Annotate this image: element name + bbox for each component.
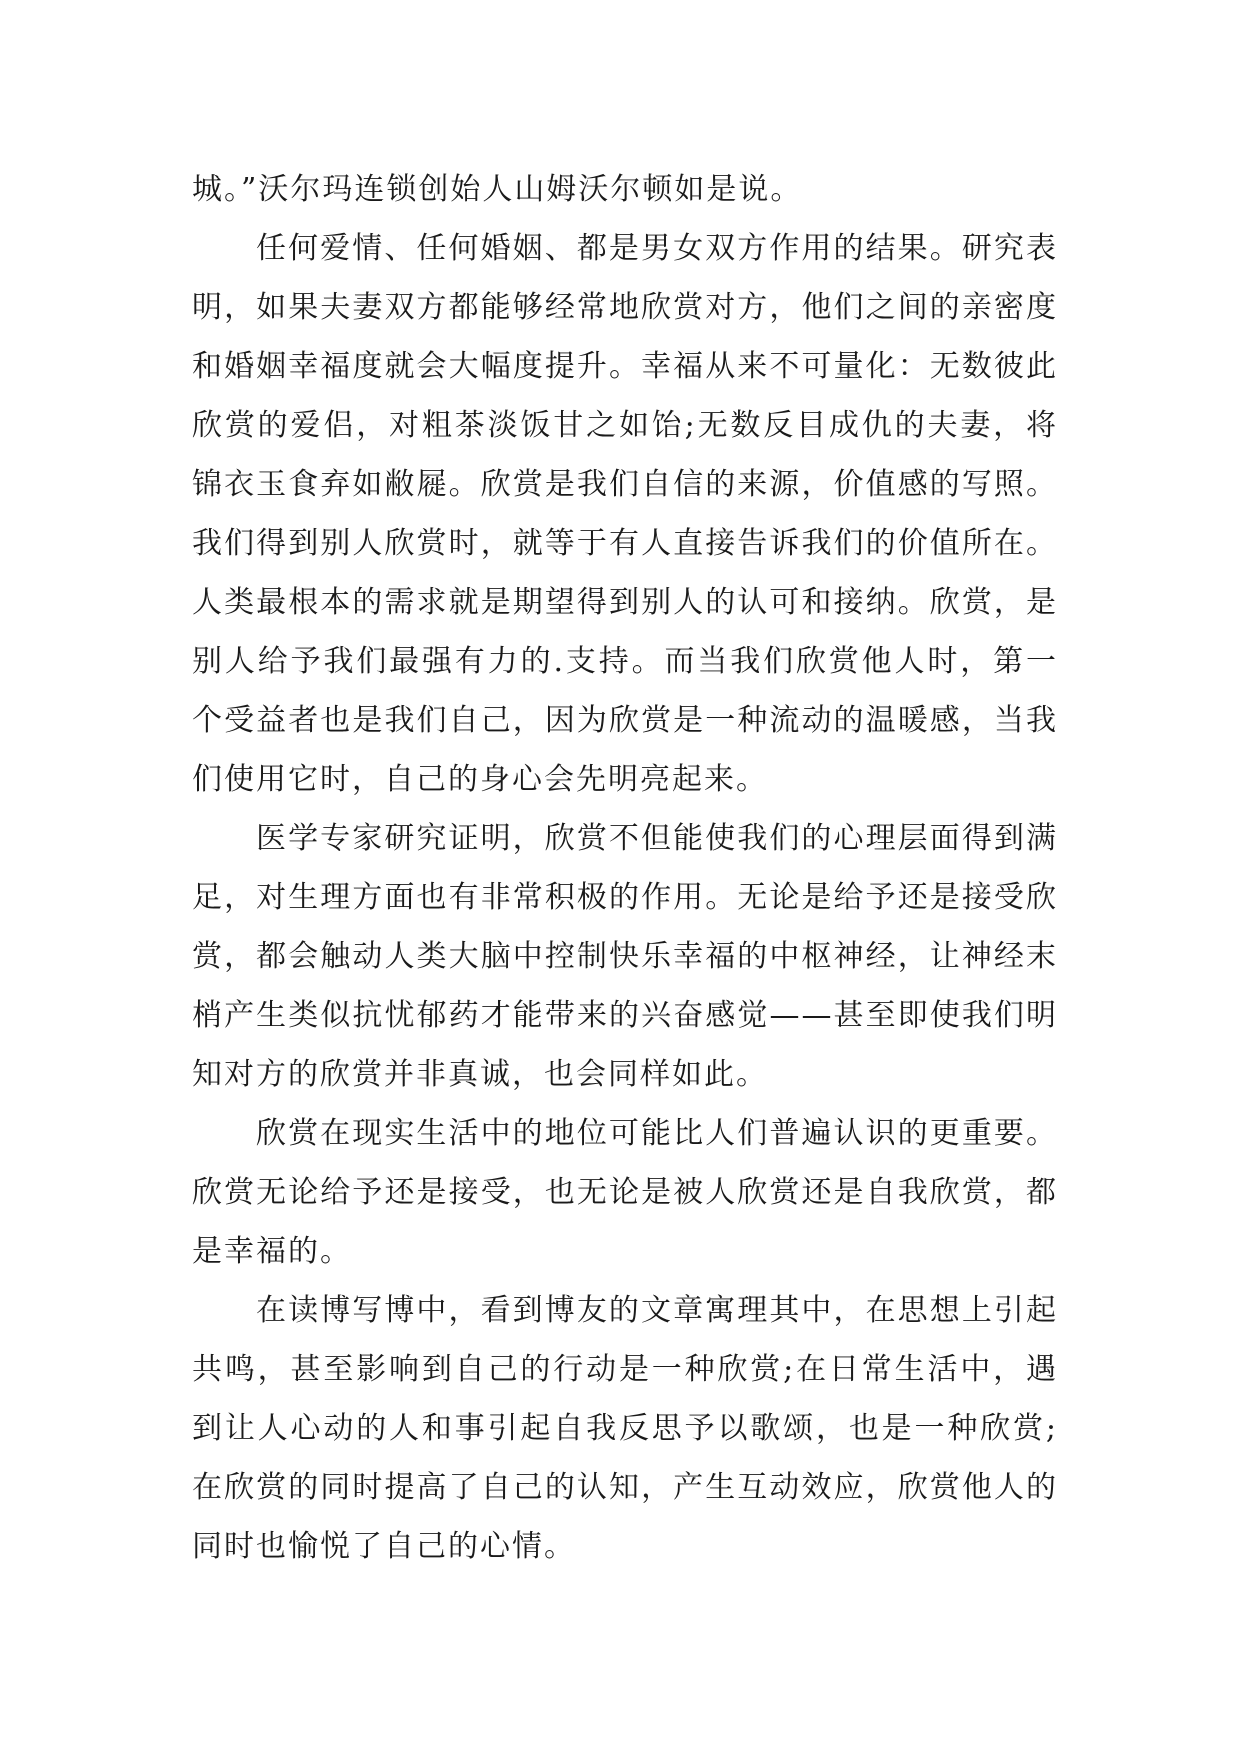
paragraph-1: 城。”沃尔玛连锁创始人山姆沃尔顿如是说。 [192,172,803,207]
paragraph-5: 在读博写博中，看到博友的文章寓理其中，在思想上引起共鸣，甚至影响到自己的行动是一种欣赏;在日常生活中，遇到让人心动的人和事引起自我反思予以歌颂，也是一种欣赏;在欣赏的同时提高了自己的认知，产生互动效应，欣赏他人的同时也愉悦了自己的心情。 [192,1293,1058,1564]
paragraph-2: 任何爱情、任何婚姻、都是男女双方作用的结果。研究表明，如果夫妻双方都能够经常地欣赏对方，他们之间的亲密度和婚姻幸福度就会大幅度提升。幸福从来不可量化：无数彼此欣赏的爱侣，对粗茶淡饭甘之如饴;无数反目成仇的夫妻，将锦衣玉食弃如敝屣。欣赏是我们自信的来源，价值感的写照。我们得到别人欣赏时，就等于有人直接告诉我们的价值所在。人类最根本的需求就是期望得到别人的认可和接纳。欣赏，是别人给予我们最强有力的.支持。而当我们欣赏他人时，第一个受益者也是我们自己，因为欣赏是一种流动的温暖感，当我们使用它时，自己的身心会先明亮起来。 [192,231,1058,797]
document-body [192,160,1058,1576]
paragraph-4: 欣赏在现实生活中的地位可能比人们普遍认识的更重要。欣赏无论给予还是接受，也无论是被人欣赏还是自我欣赏，都是幸福的。 [192,1116,1058,1269]
paragraph-3: 医学专家研究证明，欣赏不但能使我们的心理层面得到满足，对生理方面也有非常积极的作用。无论是给予还是接受欣赏，都会触动人类大脑中控制快乐幸福的中枢神经，让神经末梢产生类似抗忧郁药才能带来的兴奋感觉——甚至即使我们明知对方的欣赏并非真诚，也会同样如此。 [192,821,1058,1092]
